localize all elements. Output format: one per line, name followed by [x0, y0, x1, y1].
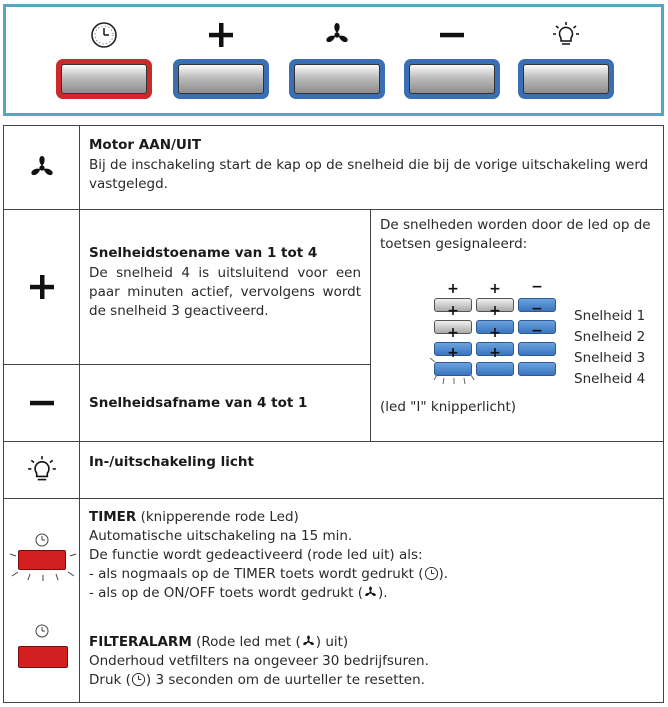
- timer-line-2: De functie wordt gedeactiveerd (rode led uit) als:: [89, 547, 423, 563]
- speed-up-button[interactable]: [173, 17, 269, 103]
- speed-label-1: Snelheid 1: [574, 308, 646, 324]
- timer-line-3b: ).: [438, 566, 449, 582]
- light-button[interactable]: [518, 17, 614, 103]
- plus-icon: +: [489, 281, 501, 297]
- clock-icon: [56, 17, 152, 53]
- timer-title-line: [89, 508, 299, 527]
- speed-label-4: Snelheid 4: [574, 371, 646, 387]
- led-intro: De snelheden worden door de led op de toetsen gesignaleerd:: [380, 217, 651, 252]
- filter-title-suffix-b: ) uit): [315, 634, 349, 650]
- timer-line-4b: ).: [377, 585, 388, 601]
- motor-button[interactable]: [289, 17, 385, 103]
- timer-line-1: Automatische uitschakeling na 15 min.: [89, 528, 353, 544]
- fan-icon: [289, 17, 385, 53]
- speed-up-key[interactable]: [173, 59, 269, 99]
- speed-up-title: Snelheidstoename van 1 tot 4: [89, 245, 318, 261]
- filter-title-suffix-a: (Rode led met (: [191, 634, 301, 650]
- plus-icon: [173, 17, 269, 53]
- speed-down-title: Snelheidsafname van 4 tot 1: [89, 395, 308, 411]
- bulb-icon: [4, 442, 80, 498]
- speed-label-3: Snelheid 3: [574, 350, 646, 366]
- bulb-icon: [518, 17, 614, 53]
- minus-icon: −: [531, 279, 543, 295]
- motor-title: Motor AAN/UIT: [89, 137, 202, 153]
- speed-down-key[interactable]: [404, 59, 500, 99]
- timer-line-3a: - als nogmaals op de TIMER toets wordt gedrukt (: [89, 566, 424, 582]
- light-key[interactable]: [518, 59, 614, 99]
- led-key-4b: [476, 362, 514, 376]
- minus-icon: [404, 17, 500, 53]
- speed-label-2: Snelheid 2: [574, 329, 646, 345]
- plus-icon: +: [447, 281, 459, 297]
- filter-title-line: [89, 633, 348, 652]
- timer-title-suffix: (knipperende rode Led): [136, 509, 299, 525]
- control-panel: [3, 4, 664, 116]
- led-key-3c: [518, 342, 556, 356]
- plus-icon: [4, 210, 80, 364]
- light-title: In-/uitschakeling licht: [89, 454, 254, 470]
- clock-icon: [131, 672, 146, 687]
- timer-title: TIMER: [89, 509, 137, 525]
- timer-line-4: [89, 584, 388, 603]
- motor-key[interactable]: [289, 59, 385, 99]
- instruction-table: Motor AAN/UIT Bij de inschakeling start de kap op de snelheid die bij de vorige uitschakeling werd vastgelegd. Snelheidstoename van 1 tot 4 De snelheid 4 is uitsluitend voor een paar minuten actief, vervolgens wordt de snelheid 3 geactiveerd. Snelheidsafname van 4 tot 1 De snelheden worden door de led op de toetsen gesignaleerd: + + − + + − + + − + + Snelheid 1 Snelheid 2 Snelheid 3 Snelheid 4 (led "I" knipperlicht) In-/uitschakeling licht TIMER (knipperende rode Led) Automatische uitschakeling na 15 min. De functie wordt gedeactiveerd (rode led uit) als: - als nogmaals op de TIMER toets wordt gedrukt ( ). - als op de ON/OFF toets wordt gedrukt ( ). FILTERALARM (Rode led met ( ) uit) Onderhoud vetfilters na ongeveer 30 bedrijfsuren. Druk ( ) 3 seconden om de uurteller te resetten.: [3, 125, 664, 703]
- timer-key[interactable]: [56, 59, 152, 99]
- speed-up-text: De snelheid 4 is uitsluitend voor een paar minuten actief, vervolgens wordt de snelheid 3 geactiveerd.: [89, 265, 361, 319]
- fan-icon: [4, 126, 80, 209]
- led-key-4c: [518, 362, 556, 376]
- timer-button[interactable]: [56, 17, 152, 103]
- timer-line-4a: - als op de ON/OFF toets wordt gedrukt (: [89, 585, 363, 601]
- fan-icon: [363, 585, 378, 600]
- filter-line-2a: Druk (: [89, 672, 131, 688]
- led-note: (led "I" knipperlicht): [380, 399, 517, 415]
- clock-icon: [424, 566, 439, 581]
- filter-line-1: Onderhoud vetfilters na ongeveer 30 bedrijfsuren.: [89, 653, 429, 669]
- motor-text: Bij de inschakeling start de kap op de snelheid die bij de vorige uitschakeling werd vastgelegd.: [89, 157, 649, 192]
- filter-line-2b: ) 3 seconden om de uurteller te resetten.: [145, 672, 425, 688]
- blink-rays-icon: [428, 356, 480, 386]
- timer-line-3: [89, 565, 448, 584]
- fan-icon: [301, 634, 316, 649]
- filter-line-2: [89, 671, 425, 690]
- speed-down-button[interactable]: [404, 17, 500, 103]
- filter-title: FILTERALARM: [89, 634, 192, 650]
- minus-icon: [4, 365, 80, 441]
